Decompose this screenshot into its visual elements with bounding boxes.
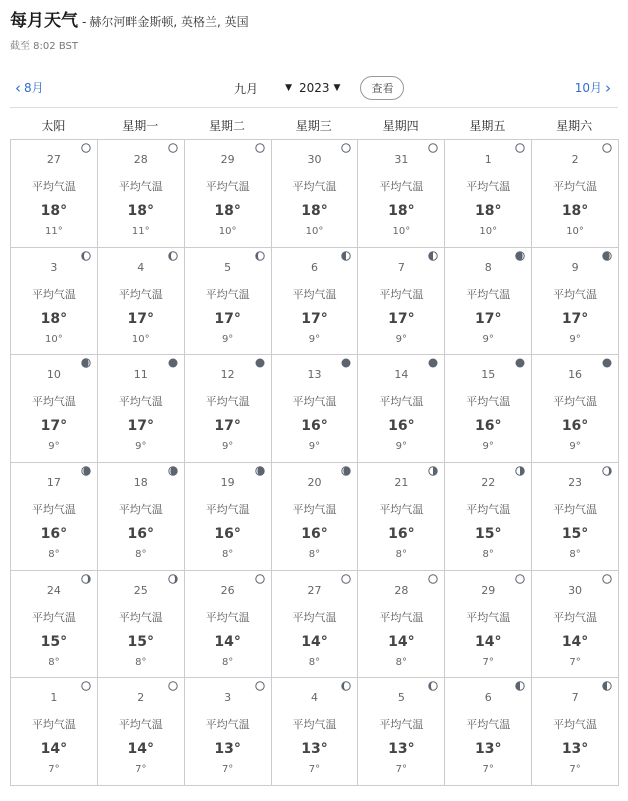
full-moon-icon — [515, 574, 525, 584]
low-temp: 7° — [135, 764, 147, 776]
avg-temp-label: 平均气温 — [292, 287, 337, 301]
avg-temp-label: 平均气温 — [292, 718, 337, 732]
low-temp: 8° — [48, 656, 60, 668]
low-temp: 8° — [308, 656, 321, 668]
waning-gibbous-moon-icon — [168, 251, 178, 261]
prev-month-link[interactable] — [12, 79, 44, 96]
calendar-grid — [10, 139, 619, 786]
low-temp: 8° — [308, 548, 321, 560]
day-number: 13 — [307, 368, 322, 382]
high-temp: 16° — [301, 418, 328, 435]
high-temp: 13° — [474, 741, 502, 758]
chevron-left-icon: ‹ — [15, 78, 21, 97]
calendar-day-cell[interactable] — [11, 248, 98, 356]
calendar-day-cell[interactable] — [11, 571, 98, 679]
day-number: 8 — [484, 260, 492, 274]
avg-temp-label: 平均气温 — [118, 718, 163, 732]
day-number: 4 — [310, 691, 318, 705]
calendar-day-cell[interactable] — [98, 355, 185, 463]
high-temp: 13° — [561, 741, 589, 758]
day-number: 6 — [310, 260, 318, 274]
day-number: 7 — [397, 260, 405, 274]
low-temp: 10° — [218, 226, 237, 237]
high-temp: 14° — [214, 633, 241, 650]
avg-temp-label: 平均气温 — [553, 395, 598, 409]
last-quarter-moon-icon — [341, 251, 351, 261]
low-temp: 8° — [48, 548, 60, 560]
high-temp: 18° — [561, 203, 589, 219]
weekday-label: 星期六 — [556, 119, 593, 133]
avg-temp-label: 平均气温 — [466, 610, 511, 624]
high-temp: 14° — [127, 741, 155, 758]
new-moon-icon — [341, 358, 351, 368]
day-number: 17 — [46, 475, 61, 489]
low-temp: 8° — [395, 548, 408, 560]
weekday-label: 星期四 — [382, 119, 419, 133]
calendar-day-cell[interactable] — [445, 571, 532, 679]
avg-temp-label: 平均气温 — [292, 502, 337, 516]
day-number: 31 — [394, 153, 409, 166]
high-temp: 14° — [474, 633, 502, 650]
high-temp: 15° — [474, 525, 502, 542]
avg-temp-label: 平均气温 — [118, 395, 163, 409]
page-header — [10, 6, 620, 52]
high-temp: 13° — [214, 741, 241, 758]
full-moon-icon — [168, 681, 178, 691]
calendar-day-cell[interactable] — [98, 140, 185, 248]
calendar-day-cell[interactable] — [272, 678, 359, 786]
day-number: 29 — [481, 583, 496, 597]
calendar-day-cell[interactable] — [272, 140, 359, 248]
full-moon-icon — [255, 681, 265, 691]
full-moon-icon — [81, 143, 91, 153]
calendar-day-cell[interactable] — [11, 463, 98, 571]
month-select[interactable] — [234, 80, 292, 97]
calendar-day-cell[interactable] — [358, 248, 445, 356]
low-temp: 9° — [221, 441, 234, 453]
avg-temp-label: 平均气温 — [553, 502, 598, 516]
waning-crescent-moon-icon — [81, 358, 91, 368]
day-number: 28 — [394, 583, 409, 597]
full-moon-icon — [341, 574, 351, 584]
chevron-right-icon: › — [605, 78, 611, 97]
avg-temp-label: 平均气温 — [379, 502, 424, 516]
calendar-day-cell[interactable] — [185, 248, 272, 356]
waxing-crescent-moon-icon — [341, 466, 351, 476]
high-temp: 18° — [301, 203, 328, 219]
avg-temp-label: 平均气温 — [205, 610, 250, 624]
avg-temp-label: 平均气温 — [292, 395, 337, 409]
high-temp: 16° — [127, 525, 155, 542]
day-number: 9 — [571, 260, 579, 274]
avg-temp-label: 平均气温 — [31, 180, 76, 193]
high-temp: 15° — [40, 633, 68, 650]
high-temp: 16° — [40, 525, 68, 542]
high-temp: 16° — [388, 525, 415, 542]
calendar-day-cell[interactable] — [358, 355, 445, 463]
date-selectors — [234, 76, 404, 100]
low-temp: 11° — [45, 226, 63, 237]
weekday-label: 星期二 — [208, 119, 245, 133]
full-moon-icon — [255, 574, 265, 584]
low-temp: 10° — [305, 226, 324, 237]
low-temp: 9° — [48, 441, 60, 453]
waning-gibbous-moon-icon — [81, 251, 91, 261]
high-temp: 17° — [127, 418, 155, 435]
low-temp: 9° — [308, 441, 321, 453]
waxing-gibbous-moon-icon — [81, 574, 91, 584]
calendar-day-cell[interactable] — [445, 355, 532, 463]
full-moon-icon — [515, 143, 525, 153]
high-temp: 14° — [561, 633, 589, 650]
weekday-label: 星期五 — [469, 119, 506, 133]
calendar-day-cell[interactable] — [11, 678, 98, 786]
full-moon-icon — [428, 143, 438, 153]
page-title: 每月天气 — [10, 11, 78, 31]
waxing-gibbous-moon-icon — [602, 466, 612, 476]
day-number: 27 — [307, 583, 322, 597]
updated-time: 截至 8:02 BST — [10, 41, 78, 52]
high-temp: 16° — [388, 418, 415, 435]
header-divider — [10, 107, 618, 108]
low-temp: 9° — [395, 441, 408, 453]
avg-temp-label: 平均气温 — [379, 718, 424, 732]
location-name: 赫尔河畔金斯顿, 英格兰, 英国 — [89, 15, 249, 29]
calendar-day-cell[interactable] — [532, 678, 619, 786]
low-temp: 9° — [395, 333, 408, 345]
next-month-link[interactable] — [575, 79, 614, 96]
avg-temp-label: 平均气温 — [379, 610, 424, 624]
calendar-day-cell[interactable] — [272, 571, 359, 679]
year-select[interactable] — [299, 81, 340, 95]
waning-crescent-moon-icon — [515, 251, 525, 261]
caret-down-icon: ▼ — [285, 83, 292, 93]
full-moon-icon — [428, 574, 438, 584]
day-number: 30 — [307, 153, 322, 166]
day-number: 4 — [137, 260, 145, 274]
day-number: 1 — [50, 691, 58, 705]
calendar-day-cell[interactable] — [185, 678, 272, 786]
avg-temp-label: 平均气温 — [31, 502, 76, 516]
low-temp: 10° — [131, 333, 150, 345]
low-temp: 9° — [569, 333, 581, 345]
waning-gibbous-moon-icon — [255, 251, 265, 261]
day-number: 19 — [220, 475, 235, 489]
month-select-value: 九月 — [234, 81, 259, 96]
avg-temp-label: 平均气温 — [31, 610, 76, 624]
high-temp: 17° — [214, 310, 241, 327]
avg-temp-label: 平均气温 — [553, 180, 598, 193]
high-temp: 18° — [40, 310, 68, 327]
day-number: 10 — [46, 368, 61, 382]
day-number: 5 — [397, 691, 405, 705]
calendar-day-cell[interactable] — [358, 463, 445, 571]
caret-down-icon: ▼ — [333, 83, 341, 93]
last-quarter-moon-icon — [602, 681, 612, 691]
calendar-day-cell[interactable] — [445, 678, 532, 786]
day-number: 20 — [307, 475, 322, 489]
year-select-value: 2023 — [299, 81, 330, 95]
day-number: 29 — [220, 153, 235, 166]
avg-temp-label: 平均气温 — [118, 287, 163, 301]
calendar-day-cell[interactable] — [272, 463, 359, 571]
day-number: 14 — [394, 368, 409, 382]
low-temp: 8° — [221, 548, 234, 560]
high-temp: 16° — [474, 418, 502, 435]
waning-crescent-moon-icon — [602, 251, 612, 261]
avg-temp-label: 平均气温 — [292, 610, 337, 624]
high-temp: 17° — [214, 418, 241, 435]
avg-temp-label: 平均气温 — [205, 180, 250, 193]
day-number: 27 — [46, 153, 61, 166]
weekday-label: 星期一 — [122, 119, 159, 133]
low-temp: 8° — [221, 656, 234, 668]
low-temp: 8° — [482, 548, 494, 560]
avg-temp-label: 平均气温 — [205, 718, 250, 732]
first-quarter-moon-icon — [428, 466, 438, 476]
full-moon-icon — [168, 143, 178, 153]
low-temp: 9° — [135, 441, 147, 453]
waning-gibbous-moon-icon — [428, 681, 438, 691]
high-temp: 14° — [40, 741, 68, 758]
high-temp: 17° — [301, 310, 328, 327]
avg-temp-label: 平均气温 — [118, 180, 163, 193]
low-temp: 7° — [569, 656, 581, 668]
calendar-day-cell[interactable] — [532, 571, 619, 679]
first-quarter-moon-icon — [515, 466, 525, 476]
calendar-day-cell[interactable] — [272, 248, 359, 356]
day-number: 15 — [481, 368, 496, 382]
month-navigation — [10, 76, 618, 100]
low-temp: 9° — [221, 333, 234, 345]
day-number: 1 — [484, 153, 492, 166]
calendar-day-cell[interactable] — [445, 140, 532, 248]
day-number: 5 — [224, 260, 232, 274]
low-temp: 8° — [569, 548, 581, 560]
day-number: 2 — [137, 691, 145, 705]
low-temp: 8° — [395, 656, 408, 668]
new-moon-icon — [255, 358, 265, 368]
last-quarter-moon-icon — [428, 251, 438, 261]
avg-temp-label: 平均气温 — [31, 287, 76, 301]
high-temp: 15° — [561, 525, 589, 542]
high-temp: 17° — [561, 310, 589, 327]
avg-temp-label: 平均气温 — [553, 287, 598, 301]
avg-temp-label: 平均气温 — [466, 395, 511, 409]
high-temp: 18° — [388, 203, 415, 219]
low-temp: 9° — [482, 441, 494, 453]
day-number: 23 — [568, 475, 583, 489]
calendar-day-cell[interactable] — [272, 355, 359, 463]
avg-temp-label: 平均气温 — [31, 718, 76, 732]
avg-temp-label: 平均气温 — [379, 287, 424, 301]
avg-temp-label: 平均气温 — [466, 180, 511, 193]
calendar-day-cell[interactable] — [98, 678, 185, 786]
high-temp: 17° — [474, 310, 502, 327]
new-moon-icon — [602, 358, 612, 368]
title-separator: - — [82, 15, 87, 29]
title-row — [10, 6, 620, 31]
avg-temp-label: 平均气温 — [118, 502, 163, 516]
day-number: 18 — [133, 475, 148, 489]
calendar-day-cell[interactable] — [185, 571, 272, 679]
full-moon-icon — [602, 143, 612, 153]
calendar-day-cell[interactable] — [185, 140, 272, 248]
low-temp: 7° — [395, 764, 408, 776]
calendar-day-cell[interactable] — [358, 678, 445, 786]
high-temp: 13° — [388, 741, 415, 758]
waxing-crescent-moon-icon — [81, 466, 91, 476]
day-number: 16 — [568, 368, 583, 382]
day-number: 3 — [224, 691, 232, 705]
low-temp: 10° — [45, 333, 63, 345]
full-moon-icon — [81, 681, 91, 691]
calendar-day-cell[interactable] — [98, 463, 185, 571]
day-number: 24 — [46, 583, 61, 597]
day-number: 28 — [133, 153, 148, 166]
avg-temp-label: 平均气温 — [118, 610, 163, 624]
high-temp: 17° — [40, 418, 68, 435]
low-temp: 9° — [308, 333, 321, 345]
low-temp: 7° — [482, 656, 494, 668]
weekday-header — [10, 117, 618, 134]
day-number: 2 — [571, 153, 579, 166]
high-temp: 17° — [127, 310, 155, 327]
high-temp: 18° — [40, 203, 68, 219]
avg-temp-label: 平均气温 — [379, 180, 424, 193]
day-number: 22 — [481, 475, 496, 489]
day-number: 6 — [484, 691, 492, 705]
low-temp: 10° — [479, 226, 498, 237]
high-temp: 17° — [388, 310, 415, 327]
day-number: 11 — [133, 368, 148, 382]
avg-temp-label: 平均气温 — [466, 718, 511, 732]
avg-temp-label: 平均气温 — [292, 180, 337, 193]
low-temp: 8° — [135, 548, 147, 560]
day-number: 30 — [568, 583, 583, 597]
calendar-day-cell[interactable] — [445, 248, 532, 356]
weekday-label: 太阳 — [41, 119, 66, 133]
avg-temp-label: 平均气温 — [205, 395, 250, 409]
high-temp: 14° — [301, 633, 328, 650]
calendar-day-cell[interactable] — [11, 140, 98, 248]
new-moon-icon — [515, 358, 525, 368]
full-moon-icon — [602, 574, 612, 584]
calendar-day-cell[interactable] — [358, 140, 445, 248]
calendar-day-cell[interactable] — [98, 571, 185, 679]
avg-temp-label: 平均气温 — [205, 502, 250, 516]
calendar-day-cell[interactable] — [98, 248, 185, 356]
avg-temp-label: 平均气温 — [553, 718, 598, 732]
calendar-day-cell[interactable] — [532, 355, 619, 463]
waxing-gibbous-moon-icon — [168, 574, 178, 584]
day-number: 26 — [220, 583, 235, 597]
avg-temp-label: 平均气温 — [379, 395, 424, 409]
avg-temp-label: 平均气温 — [31, 395, 76, 409]
next-month-label: 10月 — [574, 81, 602, 95]
high-temp: 16° — [214, 525, 241, 542]
last-quarter-moon-icon — [515, 681, 525, 691]
calendar-day-cell[interactable] — [532, 248, 619, 356]
high-temp: 18° — [214, 203, 241, 219]
full-moon-icon — [341, 143, 351, 153]
calendar-day-cell[interactable] — [185, 463, 272, 571]
avg-temp-label: 平均气温 — [466, 287, 511, 301]
day-number: 7 — [571, 691, 579, 705]
day-number: 3 — [50, 260, 58, 274]
high-temp: 16° — [561, 418, 589, 435]
low-temp: 9° — [569, 441, 581, 453]
low-temp: 9° — [482, 333, 494, 345]
day-number: 12 — [220, 368, 235, 382]
avg-temp-label: 平均气温 — [205, 287, 250, 301]
calendar-day-cell[interactable] — [11, 355, 98, 463]
high-temp: 15° — [127, 633, 155, 650]
high-temp: 18° — [127, 203, 155, 219]
low-temp: 8° — [135, 656, 147, 668]
full-moon-icon — [255, 143, 265, 153]
avg-temp-label: 平均气温 — [553, 610, 598, 624]
calendar-day-cell[interactable] — [445, 463, 532, 571]
low-temp: 11° — [131, 226, 150, 237]
prev-month-label: 8月 — [24, 81, 44, 95]
new-moon-icon — [428, 358, 438, 368]
waxing-crescent-moon-icon — [255, 466, 265, 476]
high-temp: 13° — [301, 741, 328, 758]
low-temp: 7° — [48, 764, 60, 776]
weekday-label: 星期三 — [295, 119, 332, 133]
low-temp: 10° — [392, 226, 411, 237]
new-moon-icon — [168, 358, 178, 368]
waning-gibbous-moon-icon — [341, 681, 351, 691]
view-button[interactable]: 查看 — [360, 76, 404, 100]
day-number: 25 — [133, 583, 148, 597]
low-temp: 7° — [569, 764, 581, 776]
high-temp: 18° — [474, 203, 502, 219]
calendar-day-cell[interactable] — [185, 355, 272, 463]
calendar-day-cell[interactable] — [358, 571, 445, 679]
waxing-crescent-moon-icon — [168, 466, 178, 476]
day-number: 21 — [394, 475, 409, 489]
calendar-day-cell[interactable] — [532, 140, 619, 248]
low-temp: 7° — [221, 764, 234, 776]
low-temp: 10° — [566, 226, 584, 237]
calendar-day-cell[interactable] — [532, 463, 619, 571]
low-temp: 7° — [308, 764, 321, 776]
high-temp: 16° — [301, 525, 328, 542]
low-temp: 7° — [482, 764, 494, 776]
high-temp: 14° — [388, 633, 415, 650]
avg-temp-label: 平均气温 — [466, 502, 511, 516]
